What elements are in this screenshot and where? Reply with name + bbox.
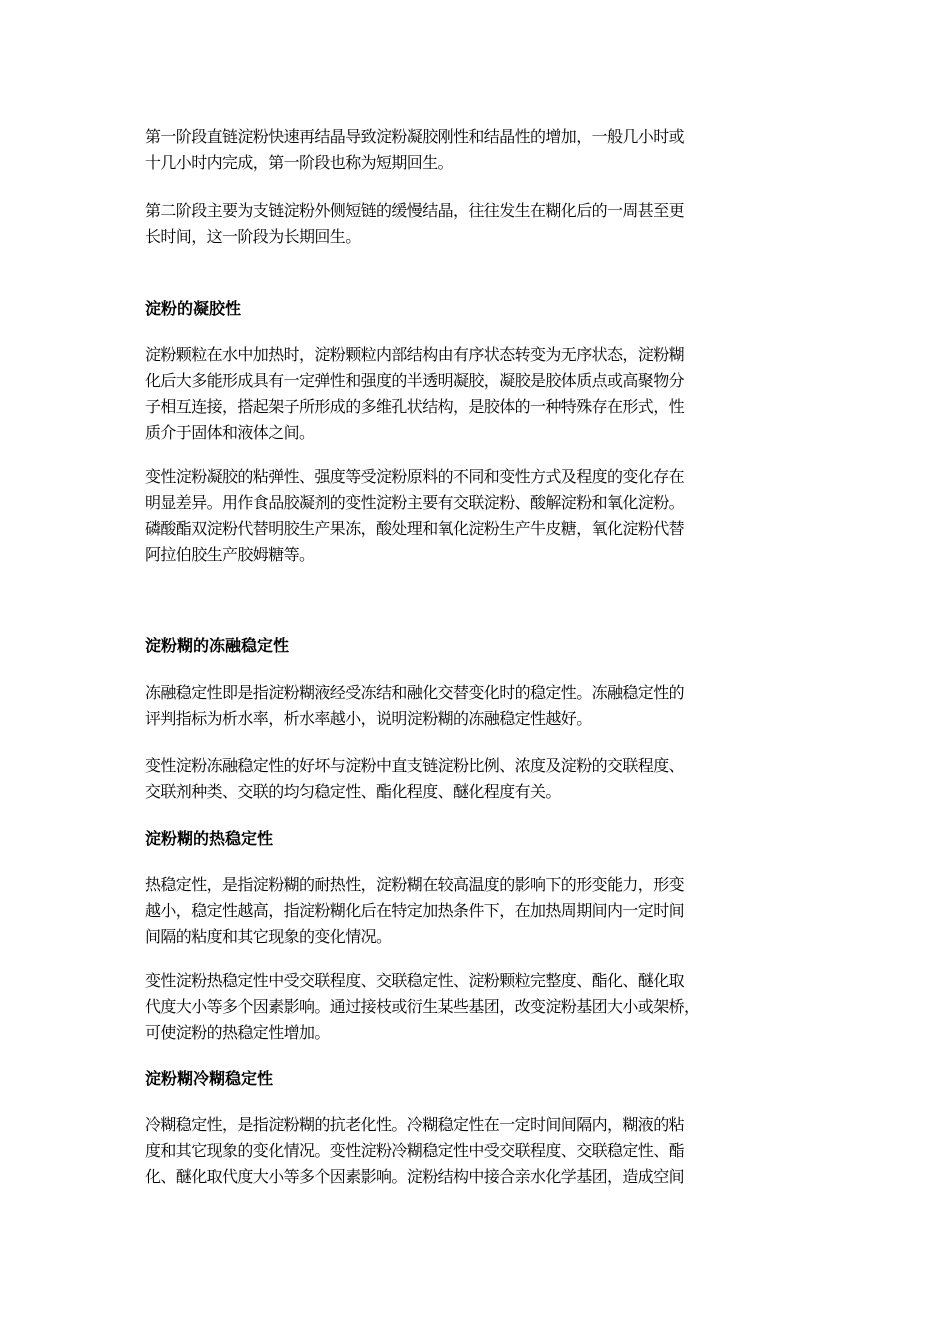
text-line: 磷酸酯双淀粉代替明胶生产果冻，酸处理和氧化淀粉生产牛皮糖，氧化淀粉代替 bbox=[145, 519, 685, 538]
heading-freeze-thaw-stability: 淀粉糊的冻融稳定性 bbox=[145, 636, 290, 655]
paragraph-retrogradation-stage-one bbox=[145, 124, 805, 176]
text-line: 子相互连接，搭起架子所形成的多维孔状结构，是胶体的一种特殊存在形式，性 bbox=[145, 397, 685, 416]
text-line: 评判指标为析水率，析水率越小，说明淀粉糊的冻融稳定性越好。 bbox=[145, 709, 592, 728]
text-line: 质介于固体和液体之间。 bbox=[145, 423, 315, 442]
text-line: 变性淀粉凝胶的粘弹性、强度等受淀粉原料的不同和变性方式及程度的变化存在 bbox=[145, 467, 685, 486]
text-line: 越小，稳定性越高，指淀粉糊化后在特定加热条件下，在加热周期间内一定时间 bbox=[145, 901, 685, 920]
text-line: 热稳定性，是指淀粉糊的耐热性，淀粉糊在较高温度的影响下的形变能力，形变 bbox=[145, 875, 685, 894]
text-line: 化、醚化取代度大小等多个因素影响。淀粉结构中接合亲水化学基团，造成空间 bbox=[145, 1167, 685, 1186]
paragraph-heat-stability-factors bbox=[145, 968, 805, 1046]
heading-gel-property: 淀粉的凝胶性 bbox=[145, 299, 242, 318]
paragraph-freeze-thaw-definition bbox=[145, 680, 805, 732]
text-line: 度和其它现象的变化情况。变性淀粉冷糊稳定性中受交联程度、交联稳定性、酯 bbox=[145, 1141, 685, 1160]
text-line: 十几小时内完成，第一阶段也称为短期回生。 bbox=[145, 153, 454, 172]
text-line: 第一阶段直链淀粉快速再结晶导致淀粉凝胶刚性和结晶性的增加，一般几小时或 bbox=[145, 127, 685, 146]
paragraph-cold-paste-stability bbox=[145, 1112, 805, 1190]
heading-heat-stability: 淀粉糊的热稳定性 bbox=[145, 829, 274, 848]
text-line: 明显差异。用作食品胶凝剂的变性淀粉主要有交联淀粉、酸解淀粉和氧化淀粉。 bbox=[145, 493, 685, 512]
text-line: 变性淀粉冻融稳定性的好坏与淀粉中直支链淀粉比例、浓度及淀粉的交联程度、 bbox=[145, 756, 685, 775]
paragraph-heat-stability-definition bbox=[145, 872, 805, 950]
text-line: 变性淀粉热稳定性中受交联程度、交联稳定性、淀粉颗粒完整度、酯化、醚化取 bbox=[145, 971, 685, 990]
text-line: 可使淀粉的热稳定性增加。 bbox=[145, 1023, 330, 1042]
text-line: 化后大多能形成具有一定弹性和强度的半透明凝胶，凝胶是胶体质点或高聚物分 bbox=[145, 371, 685, 390]
text-line: 交联剂种类、交联的均匀稳定性、酯化程度、醚化程度有关。 bbox=[145, 782, 561, 801]
paragraph-retrogradation-stage-two bbox=[145, 198, 805, 250]
paragraph-gel-definition bbox=[145, 342, 805, 446]
heading-cold-paste-stability: 淀粉糊冷糊稳定性 bbox=[145, 1069, 274, 1088]
paragraph-freeze-thaw-factors bbox=[145, 753, 805, 805]
text-line: 冷糊稳定性，是指淀粉糊的抗老化性。冷糊稳定性在一定时间间隔内，糊液的粘 bbox=[145, 1115, 685, 1134]
paragraph-gel-modified-starch bbox=[145, 464, 805, 568]
text-line: 第二阶段主要为支链淀粉外侧短链的缓慢结晶，往往发生在糊化后的一周甚至更 bbox=[145, 201, 685, 220]
text-line: 淀粉颗粒在水中加热时，淀粉颗粒内部结构由有序状态转变为无序状态，淀粉糊 bbox=[145, 345, 685, 364]
text-line: 代度大小等多个因素影响。通过接枝或衍生某些基团，改变淀粉基团大小或架桥， bbox=[145, 997, 700, 1016]
text-line: 长时间，这一阶段为长期回生。 bbox=[145, 227, 361, 246]
text-line: 冻融稳定性即是指淀粉糊液经受冻结和融化交替变化时的稳定性。冻融稳定性的 bbox=[145, 683, 685, 702]
text-line: 阿拉伯胶生产胶姆糖等。 bbox=[145, 545, 315, 564]
text-line: 间隔的粘度和其它现象的变化情况。 bbox=[145, 927, 392, 946]
